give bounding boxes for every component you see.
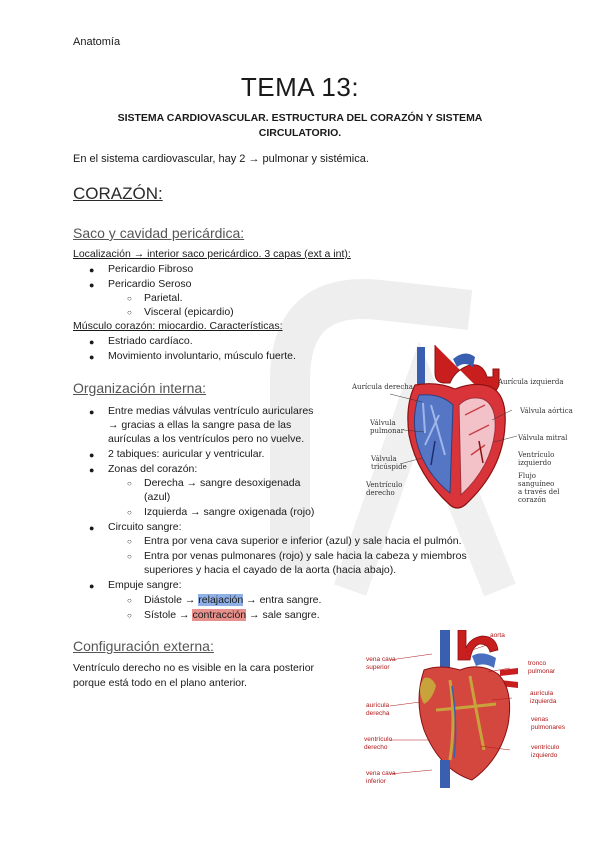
label-valvula-mitral: Válvula mitral	[518, 434, 568, 442]
list-item-continuation: aurículas a los ventrículos pero no vuelve.	[108, 433, 305, 445]
label-auricula-izquierda: Aurícula izquierda	[498, 378, 564, 386]
list-item: Pericardio Fibroso	[108, 263, 194, 275]
label-line: vena cava	[366, 656, 396, 663]
bullet-icon: ●	[89, 465, 95, 475]
label-line: a través del	[518, 488, 560, 496]
label-line: superior	[366, 664, 390, 671]
list-item: 2 tabiques: auricular y ventricular.	[108, 448, 265, 460]
circle-bullet-icon: ○	[127, 596, 132, 605]
bullet-icon: ●	[89, 450, 95, 460]
externa-text-line: porque está todo en el plano anterior.	[73, 677, 247, 689]
list-item: Zonas del corazón:	[108, 463, 198, 475]
label-auricula-derecha-ext	[366, 702, 390, 718]
label-line: izquierdo	[531, 752, 558, 759]
list-item: Derecha → sangre desoxigenada	[144, 477, 301, 489]
label-line: Ventrículo	[366, 481, 403, 489]
diastole-pre: Diástole →	[144, 594, 199, 606]
bullet-icon: ●	[89, 581, 95, 591]
list-item: Entra por venas pulmonares (rojo) y sale hacia la cabeza y miembros	[144, 550, 467, 562]
bullet-icon: ●	[89, 265, 95, 275]
label-line: derecho	[366, 489, 395, 497]
label-line: izquierda	[530, 698, 557, 705]
label-ventriculo-derecho	[366, 481, 402, 497]
bullet-icon: ●	[89, 280, 95, 290]
highlight-contraccion: contracción	[192, 609, 247, 621]
label-valvula-aortica: Válvula aórtica	[520, 407, 573, 415]
header-label: Anatomía	[73, 36, 121, 48]
label-line: sanguíneo	[518, 480, 555, 488]
label-auricula-izquierda-ext	[530, 690, 556, 706]
label-line: Válvula	[370, 419, 396, 427]
label-line: izquierdo	[518, 459, 552, 467]
label-ventriculo-izquierdo-ext	[531, 744, 559, 760]
heading-organizacion: Organización interna:	[73, 380, 207, 396]
label-line: derecho	[364, 744, 388, 751]
list-item: Visceral (epicardio)	[144, 306, 234, 318]
list-item-continuation: (azul)	[144, 491, 171, 503]
list-item: Entre medias válvulas ventrículo auriculares	[108, 405, 314, 417]
list-item: Izquierda → sangre oxigenada (rojo)	[144, 506, 315, 518]
label-line: corazón	[518, 496, 547, 504]
label-line: tricúspide	[371, 463, 407, 471]
circle-bullet-icon: ○	[127, 537, 132, 546]
heading-saco: Saco y cavidad pericárdica:	[73, 225, 245, 241]
label-vena-cava-inferior	[366, 770, 396, 786]
list-item-continuation: superiores y hacia el cayado de la aorta (hacia abajo).	[144, 564, 397, 576]
bullet-icon: ●	[89, 337, 95, 347]
sistole-post: → sale sangre.	[246, 609, 320, 621]
label-vena-cava-superior	[366, 656, 396, 672]
label-line: pulmonar	[370, 427, 405, 435]
page-title: TEMA 13:	[240, 72, 360, 102]
label-flujo-sanguineo	[518, 472, 560, 504]
circle-bullet-icon: ○	[127, 308, 132, 317]
label-valvula-pulmonar	[370, 419, 404, 435]
list-item: Movimiento involuntario, músculo fuerte.	[108, 350, 296, 362]
list-item: Estriado cardíaco.	[108, 335, 193, 347]
label-valvula-tricuspide	[371, 455, 407, 471]
label-line: aurícula	[366, 702, 390, 709]
label-line: ventrículo	[531, 744, 560, 751]
label-line: Ventrículo	[518, 451, 555, 459]
page-subtitle: SISTEMA CARDIOVASCULAR. ESTRUCTURA DEL CORAZÓN Y SISTEMA CIRCULATORIO.	[117, 112, 483, 139]
list-item: Parietal.	[144, 292, 183, 304]
list-item-continuation: → gracias a ellas la sangre pasa de las	[108, 419, 292, 431]
bullet-icon: ●	[89, 407, 95, 417]
label-line: Válvula	[371, 455, 397, 463]
highlight-relajacion: relajación	[198, 594, 244, 606]
sistole-item	[144, 608, 320, 622]
bullet-icon: ●	[89, 352, 95, 362]
heading-externa: Configuración externa:	[73, 638, 214, 654]
list-item: Pericardio Seroso	[108, 278, 192, 290]
circle-bullet-icon: ○	[127, 479, 132, 488]
intro-text: En el sistema cardiovascular, hay 2 → pulmonar y sistémica.	[73, 153, 369, 165]
label-line: pulmonares	[531, 724, 565, 731]
diastole-item	[144, 593, 321, 607]
label-ventriculo-izquierdo	[518, 451, 554, 467]
label-line: inferior	[366, 778, 386, 785]
label-line: tronco	[528, 660, 547, 667]
sistole-pre: Sístole →	[144, 609, 193, 621]
circle-bullet-icon: ○	[127, 611, 132, 620]
label-line: aurícula	[530, 690, 554, 697]
label-line: Flujo	[518, 472, 536, 480]
list-item: Empuje sangre:	[108, 579, 182, 591]
label-aorta: aorta	[490, 632, 505, 639]
externa-text-line: Ventrículo derecho no es visible en la cara posterior	[73, 662, 315, 674]
musculo-line: Músculo corazón: miocardio. Características:	[73, 320, 283, 332]
label-tronco-pulmonar	[528, 660, 555, 676]
label-line: vena cava	[366, 770, 396, 777]
diastole-post: → entra sangre.	[243, 594, 322, 606]
list-item: Circuito sangre:	[108, 521, 182, 533]
heading-corazon: CORAZÓN:	[73, 184, 163, 203]
label-line: derecha	[366, 710, 390, 717]
label-venas-pulmonares	[531, 716, 565, 732]
circle-bullet-icon: ○	[127, 508, 132, 517]
list-item: Entra por vena cava superior e inferior (azul) y sale hacia el pulmón.	[144, 535, 462, 547]
label-line: venas	[531, 716, 549, 723]
circle-bullet-icon: ○	[127, 294, 132, 303]
circle-bullet-icon: ○	[127, 552, 132, 561]
label-ventriculo-derecho-ext	[364, 736, 392, 752]
label-auricula-derecha: Aurícula derecha	[352, 383, 413, 391]
label-line: pulmonar	[528, 668, 556, 675]
bullet-icon: ●	[89, 523, 95, 533]
label-line: ventrículo	[364, 736, 393, 743]
localizacion-line: Localización → interior saco pericárdico. 3 capas (ext a int):	[73, 248, 351, 260]
